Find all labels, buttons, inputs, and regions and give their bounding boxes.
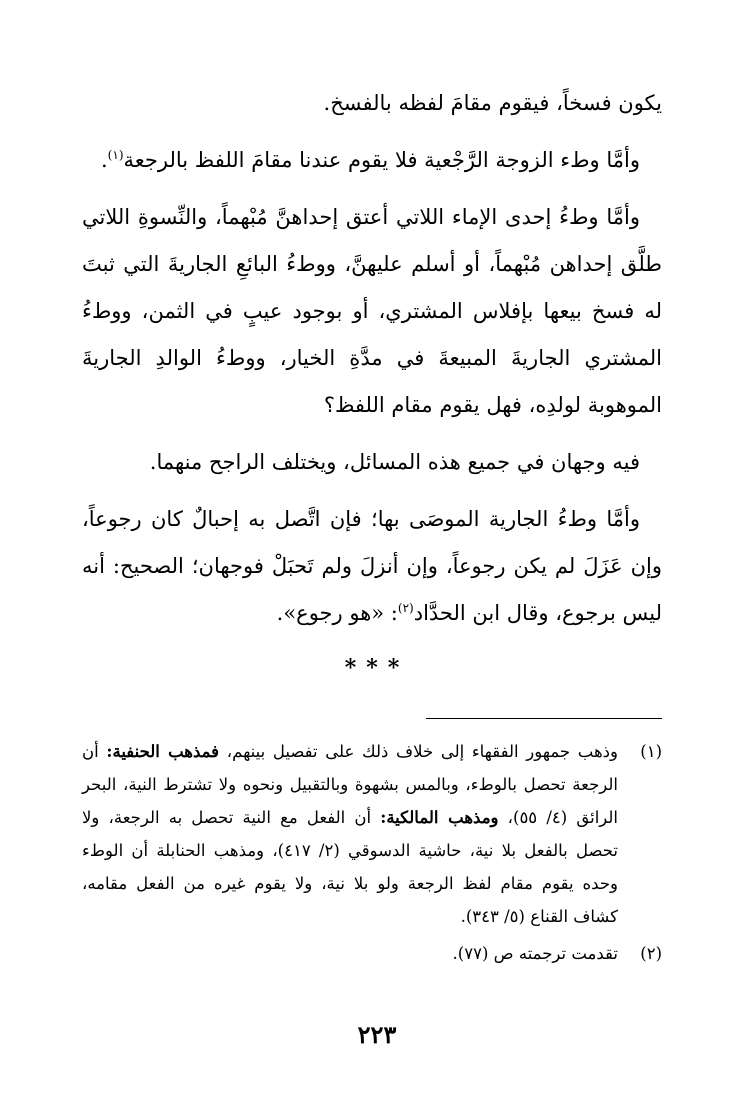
footnote-ref-2[interactable]: (٢) [397, 601, 414, 615]
footnotes [82, 735, 662, 974]
footnote-ref-1[interactable]: (١) [107, 148, 124, 162]
page-number: ٢٢٣ [357, 1020, 397, 1049]
section-divider-stars: *** [344, 655, 410, 681]
paragraph-2: وأمَّا وطء الزوجة الرَّجْعية فلا يقوم عندنا مقامَ اللفظ بالرجعة$^{(١)}$. [100, 148, 640, 172]
footnote-number: (٢) [640, 944, 662, 963]
paragraph-5: وأمَّا وطءُ الجارية الموصَى بها؛ فإن اتَّصل به إحبالٌ كان رجوعاً، وإن عَزَلَ لم يكن رجوعاً، وإن أنزلَ ولم تَحبَلْ فوجهان؛ الصحيح: أنه ليس برجوع، وقال ابن الحدَّاد$^{(٢)}$: «هو رجوع». [82, 507, 662, 625]
paragraph-4: فيه وجهان في جميع هذه المسائل، ويختلف الراجح منهما. [149, 450, 640, 474]
footnote-separator [426, 718, 662, 719]
footnote-number: (١) [640, 742, 662, 761]
main-text [82, 80, 662, 647]
footnote-2: (٢) تقدمت ترجمته ص (٧٧). [82, 937, 662, 970]
paragraph-1: يكون فسخاً، فيقوم مقامَ لفظه بالفسخ. [323, 91, 662, 115]
footnote-1: (١) وذهب جمهور الفقهاء إلى خلاف ذلك على تفصيل بينهم، فمذهب الحنفية: أن الرجعة تحصل بالوطء، وبالمس بشهوة وبالتقبيل ونحوه ولا تشترط النية، البحر الرائق (٤/ ٥٥)، ومذهب المالكية: أن الفعل مع النية تحصل به الرجعة، ولا تحصل بالفعل بلا نية، حاشية الدسوقي (٢/ ٤١٧)، ومذهب الحنابلة أن الوطء وحده يقوم مقام لفظ الرجعة ولو بلا نية، ولا يقوم غيره من الفعل مقامه، كشاف القناع (٥/ ٣٤٣). [82, 735, 662, 933]
paragraph-3: وأمَّا وطءُ إحدى الإماء اللاتي أعتق إحداهنَّ مُبْهماً، والنِّسوةِ اللاتي طلَّق إحداهن مُبْهماً، أو أسلم عليهنَّ، ووطءُ البائعِ الجاريةَ التي ثبتَ له فسخ بيعها بإفلاس المشتري، أو بوجود عيبٍ في الثمن، ووطءُ المشتري الجاريةَ المبيعةَ في مدَّةِ الخيار، ووطءُ الوالدِ الجاريةَ الموهوبة لولدِه، فهل يقوم مقام اللفظ؟ [82, 205, 662, 417]
